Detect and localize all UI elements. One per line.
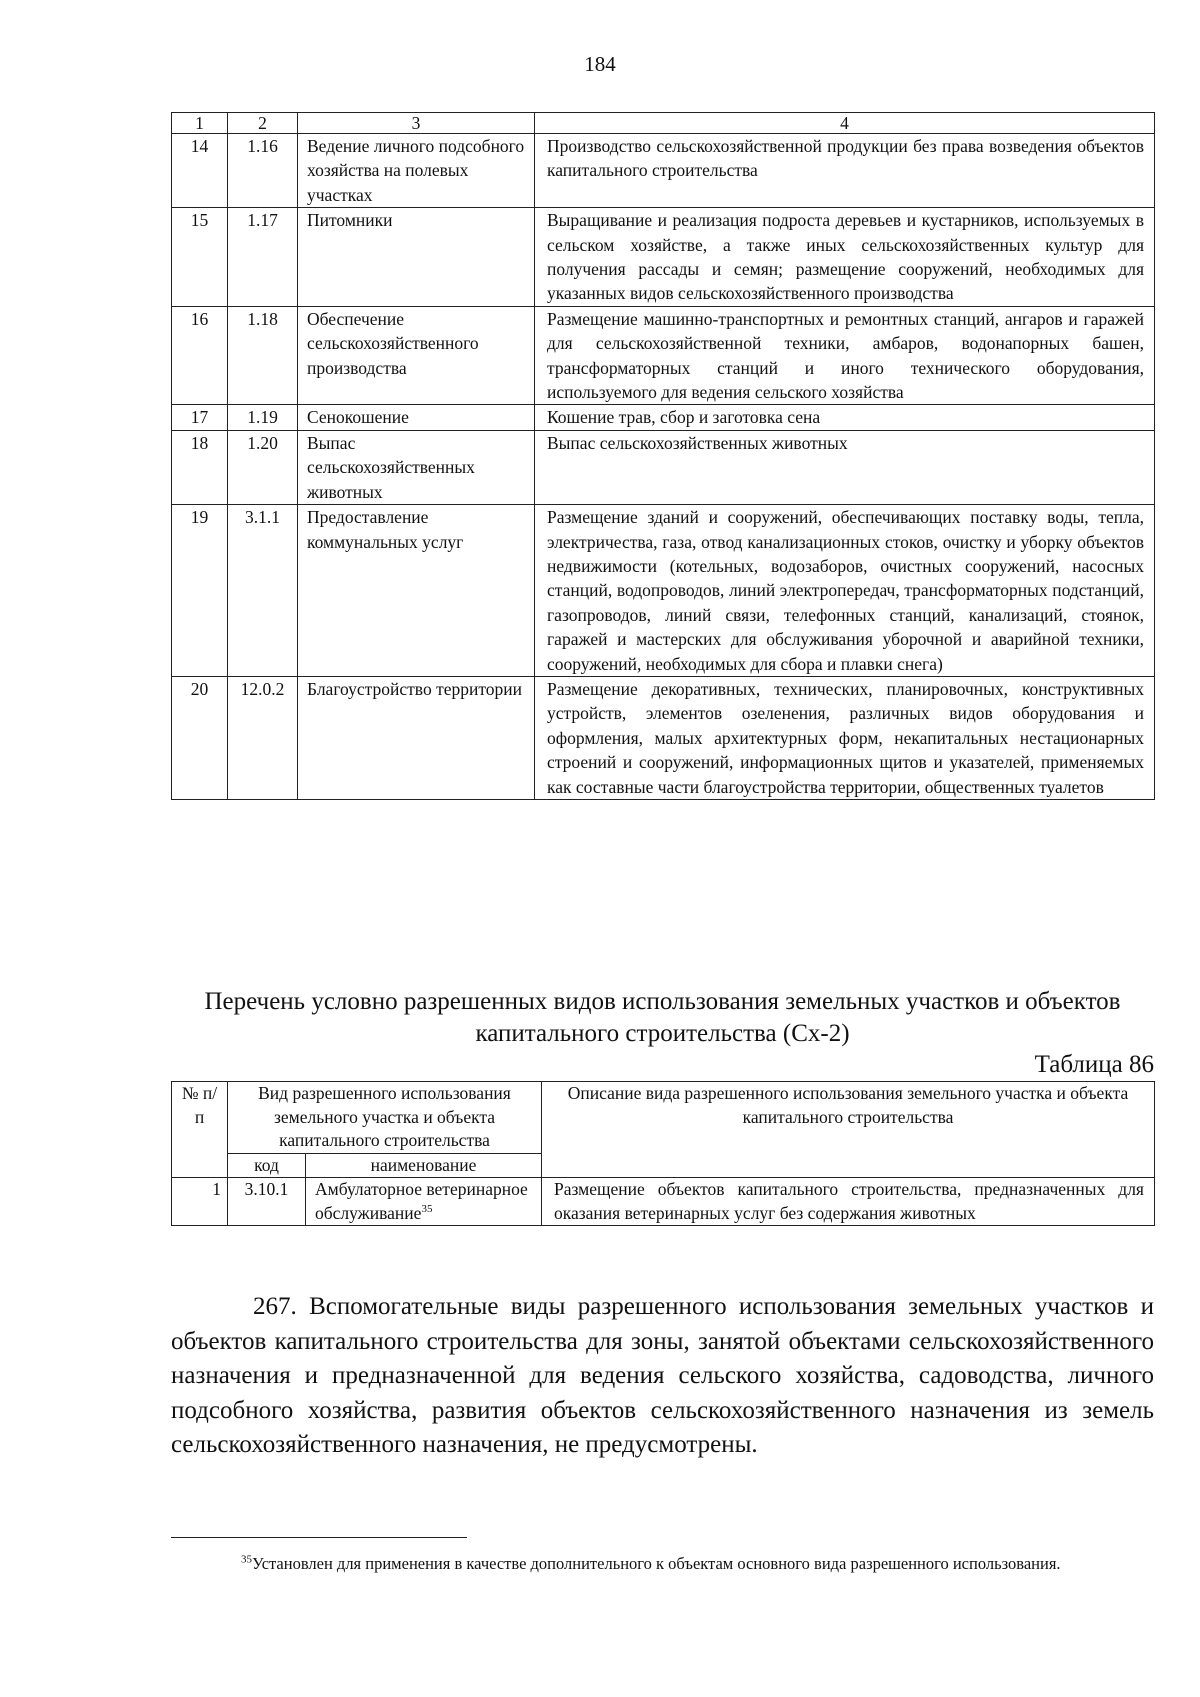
- use-description: Размещение декоративных, технических, планировочных, конструктивных устройств, элементов озеленения, различных видов оборудования и оформления, малых архитектурных форм, некапитальных нестационарных строений и сооружений, информационных щитов и указателей, применяемых как составные части благоустройства территории, общественных туалетов: [535, 676, 1155, 799]
- row-number: 15: [172, 208, 228, 307]
- use-description: Выпас сельскохозяйственных животных: [535, 430, 1155, 504]
- row-number: 14: [172, 134, 228, 208]
- table-row: [172, 208, 1155, 307]
- column-header: 2: [228, 113, 298, 134]
- use-name: Обеспечение сельскохозяйственного производства: [298, 306, 535, 405]
- table-row: [172, 134, 1155, 208]
- use-description: Размещение объектов капитального строительства, предназначенных для оказания ветеринарных услуг без содержания животных: [542, 1178, 1155, 1226]
- use-code: 12.0.2: [228, 676, 298, 799]
- page-number: 184: [584, 52, 616, 76]
- table-row: [172, 405, 1155, 430]
- use-code: 3.10.1: [228, 1178, 306, 1226]
- use-name: Сенокошение: [298, 405, 535, 430]
- row-number: 16: [172, 306, 228, 405]
- column-header: 3: [298, 113, 535, 134]
- footnote-reference[interactable]: 35: [421, 1202, 433, 1215]
- use-code: 1.17: [228, 208, 298, 307]
- use-name: Благоустройство территории: [298, 676, 535, 799]
- use-description: Производство сельскохозяйственной продукции без права возведения объектов капитального строительства: [535, 134, 1155, 208]
- use-code: 3.1.1: [228, 505, 298, 677]
- use-name: Ведение личного подсобного хозяйства на полевых участках: [298, 134, 535, 208]
- row-number: 19: [172, 505, 228, 677]
- use-code: 1.19: [228, 405, 298, 430]
- table-header-row: [172, 1082, 1155, 1154]
- use-code: 1.16: [228, 134, 298, 208]
- use-name: Амбулаторное ветеринарное обслуживание: [315, 1179, 528, 1223]
- use-name: Выпас сельскохозяйственных животных: [298, 430, 535, 504]
- conditional-use-table: [171, 1081, 1155, 1226]
- use-name-cell: [306, 1178, 542, 1226]
- use-code: 1.18: [228, 306, 298, 405]
- use-name: Предоставление коммунальных услуг: [298, 505, 535, 677]
- table-header-row: [172, 113, 1155, 134]
- footnote-divider: [171, 1537, 467, 1538]
- use-description: Выращивание и реализация подроста деревьев и кустарников, используемых в сельском хозяйстве, а также иных сельскохозяйственных культур для получения рассады и семян; размещение сооружений, необходимых для указанных видов сельскохозяйственного производства: [535, 208, 1155, 307]
- section-title: Перечень условно разрешенных видов использования земельных участков и объектов капитального строительства (Сх-2): [204, 988, 1121, 1047]
- column-header-code: код: [228, 1153, 306, 1178]
- land-use-table-continued: [171, 112, 1155, 800]
- use-description: Кошение трав, сбор и заготовка сена: [535, 405, 1155, 430]
- column-header-name: наименование: [306, 1153, 542, 1178]
- table-row: [172, 1178, 1155, 1226]
- paragraph-267: 267. Вспомогательные виды разрешенного использования земельных участков и объектов капитального строительства для зоны, занятой объектами сельскохозяйственного назначения и предназначенной для ведения сельского хозяйства, садоводства, личного подсобного хозяйства, развития объектов сельскохозяйственного назначения из земель сельскохозяйственного назначения, не предусмотрены.: [171, 1293, 1154, 1458]
- table-row: [172, 505, 1155, 677]
- table-row: [172, 430, 1155, 504]
- use-code: 1.20: [228, 430, 298, 504]
- column-header: 4: [535, 113, 1155, 134]
- column-header: 1: [172, 113, 228, 134]
- table-caption: Таблица 86: [1034, 1051, 1154, 1078]
- column-header-number: № п/п: [172, 1082, 228, 1178]
- table-row: [172, 306, 1155, 405]
- row-number: 1: [172, 1178, 228, 1226]
- footnote-marker: 35: [241, 1553, 252, 1566]
- column-header-description: Описание вида разрешенного использования земельного участка и объекта капитального строительства: [542, 1082, 1155, 1178]
- footnote: [171, 1552, 1154, 1576]
- row-number: 17: [172, 405, 228, 430]
- use-description: Размещение машинно-транспортных и ремонтных станций, ангаров и гаражей для сельскохозяйственной техники, амбаров, водонапорных башен, трансформаторных станций и иного технического оборудования, используемого для ведения сельского хозяйства: [535, 306, 1155, 405]
- row-number: 18: [172, 430, 228, 504]
- table-row: [172, 676, 1155, 799]
- row-number: 20: [172, 676, 228, 799]
- use-description: Размещение зданий и сооружений, обеспечивающих поставку воды, тепла, электричества, газа, отвод канализационных стоков, очистку и уборку объектов недвижимости (котельных, водозаборов, очистных сооружений, насосных станций, водопроводов, линий электропередач, трансформаторных подстанций, газопроводов, линий связи, телефонных станций, канализаций, стоянок, гаражей и мастерских для обслуживания уборочной и аварийной техники, сооружений, необходимых для сбора и плавки снега): [535, 505, 1155, 677]
- use-name: Питомники: [298, 208, 535, 307]
- footnote-text: Установлен для применения в качестве дополнительного к объектам основного вида разрешенного использования.: [252, 1554, 1061, 1573]
- column-header-use-type: Вид разрешенного использования земельного участка и объекта капитального строительства: [228, 1082, 542, 1154]
